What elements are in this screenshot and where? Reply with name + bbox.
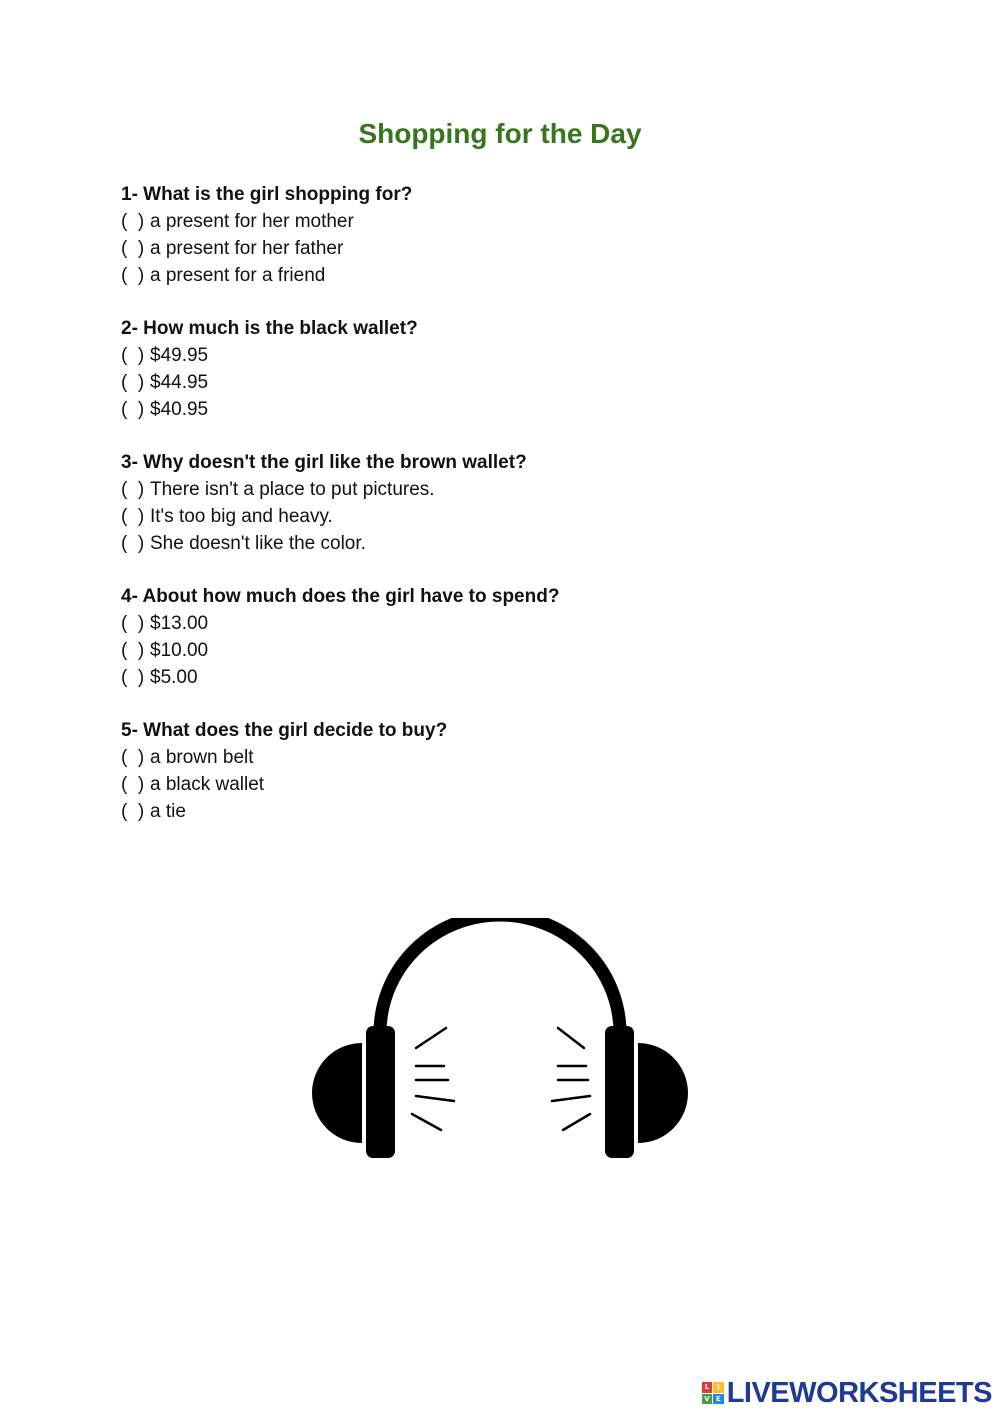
- answer-checkbox[interactable]: ( ): [121, 533, 145, 554]
- answer-checkbox[interactable]: ( ): [121, 345, 145, 366]
- option-label: There isn't a place to put pictures.: [150, 479, 435, 500]
- option-label: $40.95: [150, 399, 209, 420]
- answer-option[interactable]: [121, 476, 821, 503]
- option-label: a brown belt: [150, 747, 254, 768]
- answer-checkbox[interactable]: ( ): [121, 372, 145, 393]
- answer-option[interactable]: [121, 664, 821, 691]
- question-text: 1- What is the girl shopping for?: [121, 184, 413, 205]
- answer-checkbox[interactable]: ( ): [121, 211, 145, 232]
- option-label: It's too big and heavy.: [150, 506, 333, 527]
- option-label: a present for a friend: [150, 265, 326, 286]
- answer-option[interactable]: [121, 610, 821, 637]
- answer-option[interactable]: [121, 798, 821, 825]
- answer-option[interactable]: [121, 637, 821, 664]
- answer-checkbox[interactable]: ( ): [121, 774, 145, 795]
- option-label: She doesn't like the color.: [150, 533, 366, 554]
- answer-option[interactable]: [121, 503, 821, 530]
- answer-checkbox[interactable]: ( ): [121, 238, 145, 259]
- question-text: 4- About how much does the girl have to spend?: [121, 586, 560, 607]
- question-1: [121, 181, 821, 289]
- answer-option[interactable]: [121, 342, 821, 369]
- question-text: 5- What does the girl decide to buy?: [121, 720, 448, 741]
- option-label: a tie: [150, 801, 186, 822]
- logo-text: LIVEWORKSHEETS: [726, 1376, 992, 1409]
- answer-checkbox[interactable]: ( ): [121, 640, 145, 661]
- answer-option[interactable]: [121, 262, 821, 289]
- answer-option[interactable]: [121, 771, 821, 798]
- option-label: $44.95: [150, 372, 209, 393]
- answer-checkbox[interactable]: ( ): [121, 801, 145, 822]
- option-label: $13.00: [150, 613, 209, 634]
- question-text: 2- How much is the black wallet?: [121, 318, 418, 339]
- answer-option[interactable]: [121, 369, 821, 396]
- option-label: a present for her father: [150, 238, 344, 259]
- answer-option[interactable]: [121, 208, 821, 235]
- liveworksheets-logo[interactable]: [702, 1376, 992, 1410]
- answer-checkbox[interactable]: ( ): [121, 747, 145, 768]
- worksheet-title: Shopping for the Day: [358, 118, 642, 149]
- option-label: $49.95: [150, 345, 209, 366]
- answer-option[interactable]: [121, 530, 821, 557]
- answer-checkbox[interactable]: ( ): [121, 506, 145, 527]
- questions-list: [121, 181, 821, 851]
- answer-checkbox[interactable]: ( ): [121, 667, 145, 688]
- question-3: [121, 449, 821, 557]
- answer-option[interactable]: [121, 396, 821, 423]
- answer-option[interactable]: [121, 744, 821, 771]
- question-2: [121, 315, 821, 423]
- answer-checkbox[interactable]: ( ): [121, 265, 145, 286]
- option-label: a present for her mother: [150, 211, 354, 232]
- option-label: $5.00: [150, 667, 198, 688]
- headphones-icon: [300, 918, 700, 1168]
- answer-option[interactable]: [121, 235, 821, 262]
- question-5: [121, 717, 821, 825]
- answer-checkbox[interactable]: ( ): [121, 613, 145, 634]
- question-text: 3- Why doesn't the girl like the brown wallet?: [121, 452, 527, 473]
- question-4: [121, 583, 821, 691]
- answer-checkbox[interactable]: ( ): [121, 479, 145, 500]
- logo-icon: L I V E: [702, 1382, 724, 1404]
- option-label: $10.00: [150, 640, 209, 661]
- option-label: a black wallet: [150, 774, 265, 795]
- answer-checkbox[interactable]: ( ): [121, 399, 145, 420]
